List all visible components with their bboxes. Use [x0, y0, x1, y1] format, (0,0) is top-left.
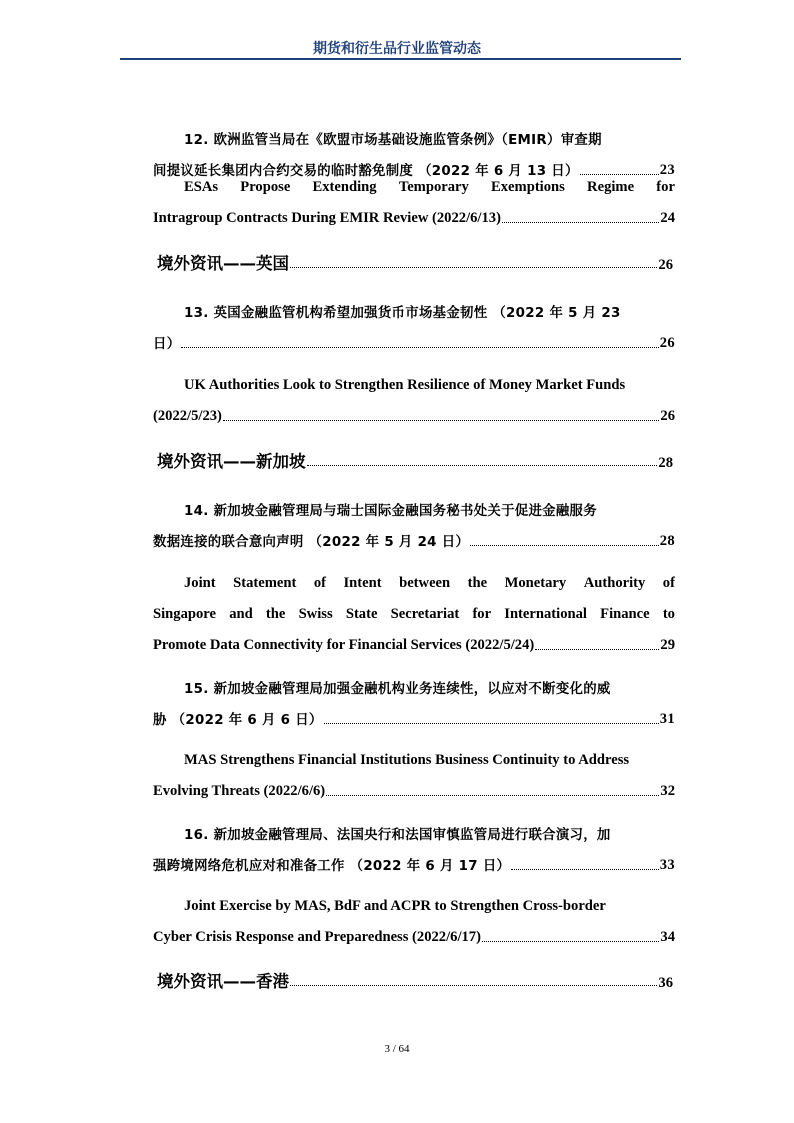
toc-leader-dots	[290, 984, 657, 986]
toc-entry-14-en-line1[interactable]	[153, 568, 675, 592]
toc-page-number: 34	[660, 929, 675, 945]
toc-word: Propose	[240, 179, 291, 195]
toc-word: Finance	[600, 606, 650, 622]
toc-word: of	[313, 575, 326, 591]
toc-entry-15-line1[interactable]	[153, 673, 675, 697]
toc-page-number: 32	[660, 783, 675, 799]
toc-word: Statement	[233, 575, 297, 591]
toc-entry-text: UK Authorities Look to Strengthen Resilience of Money Market Funds	[184, 377, 626, 393]
toc-section-title: 境外资讯——新加坡	[157, 452, 306, 471]
toc-word: the	[467, 575, 488, 591]
toc-word: Authority	[583, 575, 646, 591]
toc-entry-14-line2[interactable]	[153, 526, 675, 550]
toc-word: ESAs	[184, 179, 219, 195]
toc-entry-text: Evolving Threats (2022/6/6)	[153, 783, 326, 799]
toc-entry-16-line2[interactable]	[153, 850, 675, 874]
toc-page-number: 36	[658, 975, 673, 991]
toc-page-number: 24	[660, 210, 675, 226]
page-header-title: 期货和衍生品行业监管动态	[313, 41, 481, 57]
toc-entry-13-en-line2[interactable]	[153, 401, 675, 425]
toc-entry-text: 14. 新加坡金融管理局与瑞士国际金融国务秘书处关于促进金融服务	[184, 504, 597, 519]
toc-entry-text: 12. 欧洲监管当局在《欧盟市场基础设施监管条例》（EMIR）审查期	[184, 133, 602, 148]
toc-entry-words	[184, 179, 675, 196]
toc-entry-text: 胁 （2022 年 6 月 6 日）	[153, 713, 323, 728]
toc-leader-dots	[181, 346, 658, 348]
toc-entry-text: 强跨境网络危机应对和准备工作 （2022 年 6 月 17 日）	[153, 859, 511, 874]
toc-entry-text: 数据连接的联合意向声明 （2022 年 5 月 24 日）	[153, 535, 470, 550]
toc-word: between	[399, 575, 451, 591]
toc-entry-text: 日）	[153, 337, 181, 352]
toc-word: the	[265, 606, 286, 622]
toc-entry-12-line1[interactable]	[153, 124, 675, 148]
toc-entry-13-line2[interactable]	[153, 328, 675, 352]
toc-entry-text: Joint Exercise by MAS, BdF and ACPR to Strengthen Cross-border	[184, 898, 606, 914]
toc-page-number: 23	[659, 162, 675, 178]
toc-page-number: 33	[659, 857, 675, 873]
toc-leader-dots	[223, 419, 659, 421]
toc-word: Monetary	[504, 575, 567, 591]
toc-word: Extending	[312, 179, 377, 195]
toc-entry-text: 间提议延长集团内合约交易的临时豁免制度 （2022 年 6 月 13 日）	[153, 164, 579, 179]
toc-word: Intent	[343, 575, 382, 591]
toc-entry-text: Cyber Crisis Response and Preparedness (2022/6/17)	[153, 929, 481, 945]
toc-page-number: 26	[658, 257, 673, 273]
toc-word: Temporary	[398, 179, 469, 195]
toc-word: Secretariat	[390, 606, 460, 622]
toc-section-hongkong[interactable]	[157, 964, 673, 992]
toc-entry-14-line1[interactable]	[153, 495, 675, 519]
page-footer-indicator: 3 / 64	[384, 1043, 410, 1055]
toc-page-number: 26	[660, 408, 675, 424]
toc-entry-text: MAS Strengthens Financial Institutions Business Continuity to Address	[184, 752, 630, 768]
toc-entry-words	[153, 606, 675, 623]
toc-entry-text: Intragroup Contracts During EMIR Review (2022/6/13)	[153, 210, 501, 226]
toc-entry-text: 13. 英国金融监管机构希望加强货币市场基金韧性 （2022 年 5 月 23	[184, 306, 621, 321]
toc-section-singapore[interactable]	[157, 444, 673, 472]
toc-word: Regime	[587, 179, 635, 195]
toc-word: Exemptions	[491, 179, 565, 195]
toc-leader-dots	[290, 266, 657, 268]
toc-entry-15-en-line1[interactable]	[153, 745, 675, 769]
toc-entry-16-en-line1[interactable]	[153, 891, 675, 915]
toc-word: to	[662, 606, 675, 622]
toc-entry-12-en-line2[interactable]	[153, 203, 675, 227]
toc-leader-dots	[511, 868, 659, 870]
toc-entry-16-line1[interactable]	[153, 819, 675, 843]
toc-entry-15-en-line2[interactable]	[153, 776, 675, 800]
toc-entry-12-en-line1[interactable]	[153, 172, 675, 196]
toc-word: State	[345, 606, 378, 622]
toc-entry-text: Promote Data Connectivity for Financial Services (2022/5/24)	[153, 637, 535, 653]
toc-leader-dots	[324, 722, 659, 724]
toc-leader-dots	[535, 648, 659, 650]
toc-page-number: 31	[659, 711, 675, 727]
toc-word: Singapore	[153, 606, 216, 622]
header-divider	[120, 58, 681, 60]
toc-word: and	[229, 606, 253, 622]
toc-entry-13-line1[interactable]	[153, 297, 675, 321]
toc-page-number: 26	[659, 335, 675, 351]
toc-entry-16-en-line2[interactable]	[153, 922, 675, 946]
toc-word: Swiss	[298, 606, 333, 622]
toc-leader-dots	[326, 794, 659, 796]
toc-page-number: 29	[660, 637, 675, 653]
toc-entry-14-en-line2[interactable]	[153, 599, 675, 623]
toc-entry-text: 16. 新加坡金融管理局、法国央行和法国审慎监管局进行联合演习，加	[184, 828, 611, 843]
toc-word: Joint	[184, 575, 216, 591]
toc-leader-dots	[482, 940, 659, 942]
toc-section-uk[interactable]	[157, 246, 673, 274]
toc-entry-14-en-line3[interactable]	[153, 630, 675, 654]
toc-leader-dots	[307, 464, 658, 466]
toc-entry-text: (2022/5/23)	[153, 408, 222, 424]
toc-entry-13-en-line1[interactable]	[153, 370, 675, 394]
toc-section-title: 境外资讯——英国	[157, 254, 289, 273]
toc-entry-15-line2[interactable]	[153, 704, 675, 728]
toc-word: for	[472, 606, 492, 622]
toc-leader-dots	[502, 221, 659, 223]
toc-entry-text: 15. 新加坡金融管理局加强金融机构业务连续性，以应对不断变化的威	[184, 682, 611, 697]
toc-word: for	[656, 179, 675, 195]
toc-page-number: 28	[658, 455, 673, 471]
toc-word: of	[662, 575, 675, 591]
toc-entry-words	[184, 575, 675, 592]
toc-section-title: 境外资讯——香港	[157, 972, 289, 991]
toc-word: International	[504, 606, 587, 622]
toc-page-number: 28	[659, 533, 675, 549]
toc-leader-dots	[470, 544, 659, 546]
